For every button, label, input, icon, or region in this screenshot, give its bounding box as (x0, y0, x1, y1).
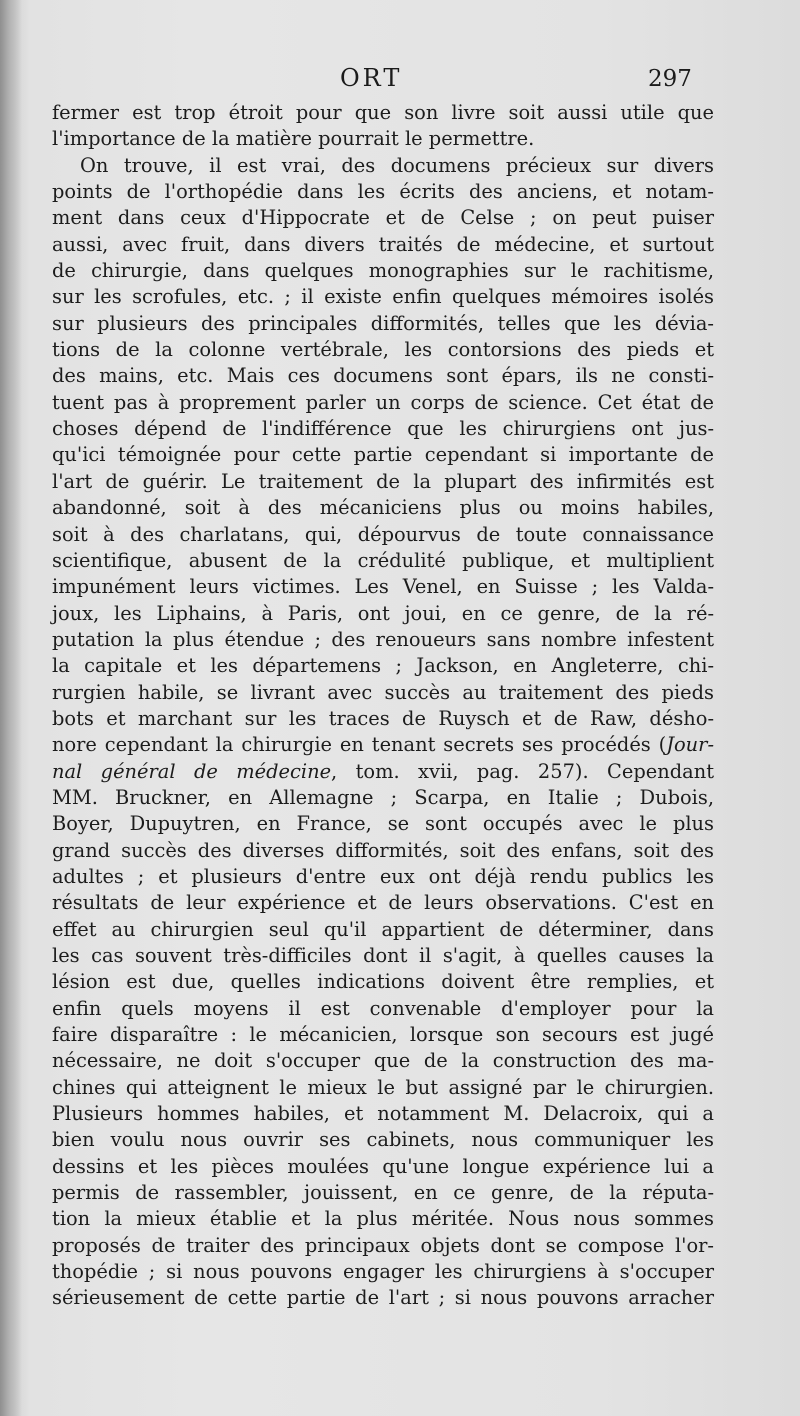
text-line: putation la plus étendue ; des renoueurs sans nombre infestent (52, 627, 714, 651)
text-line: points de l'orthopédie dans les écrits des anciens, et notam- (52, 180, 714, 204)
text-line: On trouve, il est vrai, des documens précieux sur divers (80, 153, 714, 177)
text-line-with-italic (52, 759, 714, 785)
text-line: chines qui atteignent le mieux le but assigné par le chirurgien. (52, 1075, 714, 1099)
page-number: 297 (648, 66, 692, 92)
text-line: thopédie ; si nous pouvons engager les chirurgiens à s'occuper (52, 1260, 714, 1284)
text-line: fermer est trop étroit pour que son livre soit aussi utile que (52, 101, 714, 124)
text-line: enfin quels moyens il est convenable d'employer pour la (52, 996, 714, 1020)
text-line: qu'ici témoignée pour cette partie cependant si importante de (52, 443, 714, 467)
text-line: soit à des charlatans, qui, dépourvus de toute connaissance (52, 522, 714, 546)
text-line: scientifique, abusent de la crédulité publique, et multiplient (52, 548, 714, 572)
text-line: abandonné, soit à des mécaniciens plus ou moins habiles, (52, 496, 714, 520)
text-line: adultes ; et plusieurs d'entre eux ont déjà rendu publics les (52, 864, 714, 888)
journal-title-fragment: Jour- (666, 733, 714, 757)
text-line: tions de la colonne vertébrale, les contorsions des pieds et (52, 338, 714, 362)
text-line: nécessaire, ne doit s'occuper que de la construction des ma- (52, 1049, 714, 1073)
text-fragment: , tom. xvii, pag. 257). Cependant (331, 759, 714, 783)
text-line: les cas souvent très-difficiles dont il s'agit, à quelles causes la (52, 944, 714, 967)
body-text (52, 100, 714, 1312)
page-gutter-shadow (0, 0, 22, 1416)
text-line: sur plusieurs des principales difformités, telles que les dévia- (52, 311, 714, 335)
text-line: permis de rassembler, jouissent, en ce genre, de la réputa- (52, 1181, 714, 1205)
text-line: grand succès des diverses difformités, soit des enfans, soit des (52, 838, 714, 862)
text-line: sur les scrofules, etc. ; il existe enfin quelques mémoires isolés (52, 285, 714, 309)
text-line: tuent pas à proprement parler un corps de science. Cet état de (52, 390, 714, 414)
text-fragment: nore cependant la chirurgie en tenant secrets ses procédés ( (52, 733, 667, 757)
text-line: Plusieurs hommes habiles, et notamment M. Delacroix, qui a (52, 1102, 714, 1126)
text-line: l'importance de la matière pourrait le permettre. (52, 127, 535, 151)
text-line-with-italic (52, 732, 714, 758)
text-line: tion la mieux établie et la plus méritée. Nous nous sommes (52, 1207, 714, 1231)
text-line: faire disparaître : le mécanicien, lorsque son secours est jugé (52, 1023, 714, 1047)
text-line: la capitale et les départemens ; Jackson, en Angleterre, chi- (52, 654, 714, 678)
text-line: bots et marchant sur les traces de Ruysch et de Raw, désho- (52, 706, 714, 730)
text-line: effet au chirurgien seul qu'il appartient de déterminer, dans (52, 917, 714, 941)
text-line: sérieusement de cette partie de l'art ; si nous pouvons arracher (52, 1286, 714, 1310)
text-line: ment dans ceux d'Hippocrate et de Celse ; on peut puiser (52, 206, 714, 230)
running-head: ORT (340, 64, 403, 92)
text-line: proposés de traiter des principaux objets dont se compose l'or- (52, 1233, 714, 1257)
text-line: résultats de leur expérience et de leurs observations. C'est en (52, 891, 714, 915)
text-line: impunément leurs victimes. Les Venel, en Suisse ; les Valda- (52, 575, 714, 599)
text-line: MM. Bruckner, en Allemagne ; Scarpa, en Italie ; Dubois, (52, 785, 714, 809)
text-line: des mains, etc. Mais ces documens sont épars, ils ne consti- (52, 364, 714, 388)
text-line: choses dépend de l'indifférence que les chirurgiens ont jus- (52, 417, 714, 441)
journal-title-fragment: nal général de médecine (52, 759, 332, 783)
text-line: aussi, avec fruit, dans divers traités de médecine, et surtout (52, 232, 714, 256)
text-line: lésion est due, quelles indications doivent être remplies, et (52, 970, 714, 994)
text-line: l'art de guérir. Le traitement de la plupart des infirmités est (52, 469, 714, 493)
text-line: Boyer, Dupuytren, en France, se sont occupés avec le plus (52, 812, 714, 836)
text-line: de chirurgie, dans quelques monographies sur le rachitisme, (52, 259, 714, 283)
page-header (0, 64, 800, 104)
text-line: bien voulu nous ouvrir ses cabinets, nous communiquer les (52, 1128, 714, 1152)
text-line: dessins et les pièces moulées qu'une longue expérience lui a (52, 1154, 714, 1178)
text-line: joux, les Liphains, à Paris, ont joui, en ce genre, de la ré- (52, 601, 714, 625)
text-line: rurgien habile, se livrant avec succès au traitement des pieds (52, 680, 714, 704)
